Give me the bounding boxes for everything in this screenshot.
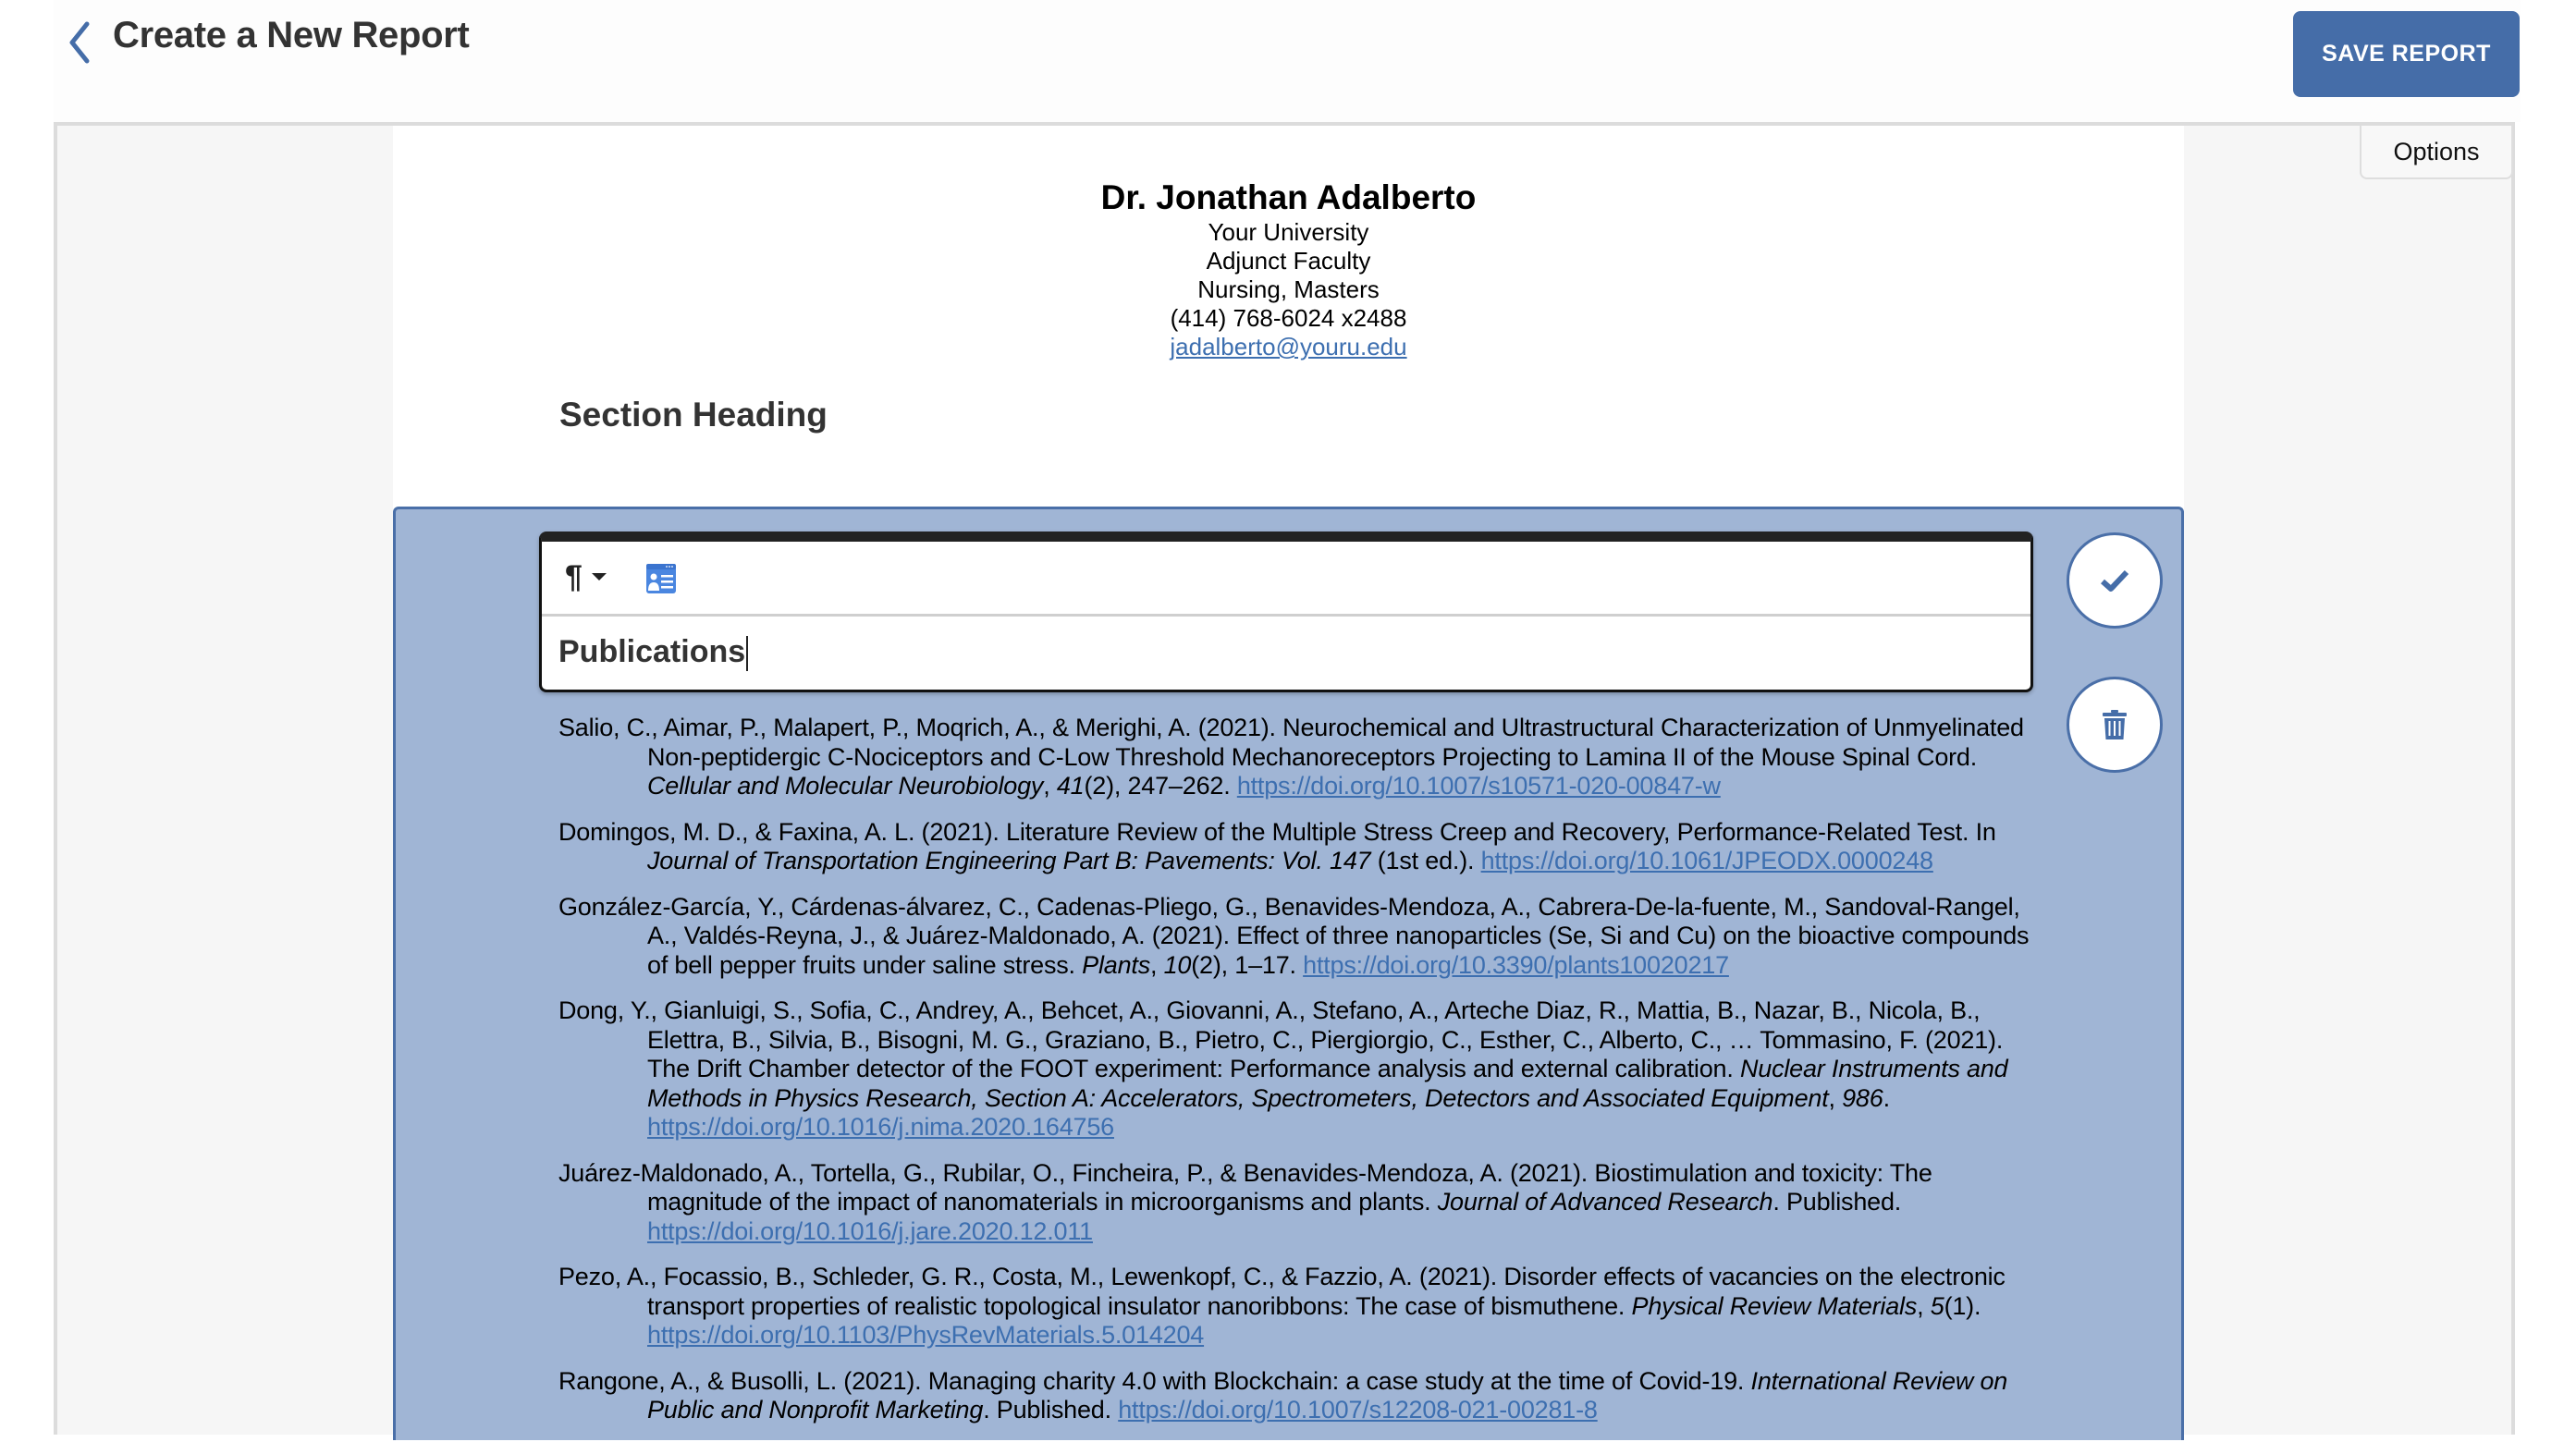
publication-item: Domingos, M. D., & Faxina, A. L. (2021). Literature Review of the Multiple Stress Creep and Recovery, Performance-Related Test. In Journal of Transportation Engineering Part B: Pavements: Vol. 147 (1st ed.). https://doi.org/10.1061/JPEODX.0000248 [558, 817, 1996, 874]
doi-link[interactable]: https://doi.org/10.1103/PhysRevMaterials.5.014204 [647, 1321, 1205, 1349]
heading-text-input[interactable] [558, 634, 748, 671]
publication-item: Juárez-Maldonado, A., Tortella, G., Rubilar, O., Fincheira, P., & Benavides-Mendoza, A. (2021). Biostimulation and toxicity: The magnitude of the impact of nanomaterials in microorganisms and plants. Journal of Advanced Research. Published. https://doi.org/10.1016/j.jare.2020.12.011 [558, 1158, 1932, 1245]
section-heading[interactable]: Section Heading [559, 396, 828, 434]
heading-text-value: Publications [558, 634, 746, 669]
page-title: Create a New Report [113, 15, 470, 55]
caret-down-icon [592, 573, 607, 580]
contact-email-link[interactable]: jadalberto@youru.edu [1170, 333, 1407, 360]
save-report-button[interactable]: SAVE REPORT [2293, 11, 2520, 97]
chevron-left-icon[interactable] [65, 20, 92, 65]
contact-phone: (414) 768-6024 x2488 [1170, 304, 1407, 332]
publication-item: Dong, Y., Gianluigi, S., Sofia, C., Andrey, A., Behcet, A., Giovanni, A., Stefano, A., Arteche Diaz, R., Mattia, B., Nazar, B., Nicola, B., Elettra, B., Silvia, B., Bisogni, M. G., Graziano, B., Pietro, C., Piergiorgio, C., Esther, C., Alberto, C., … Tommasino, F. (2021). The Drift Chamber detector of the FOOT experiment: Performance analysis and external calibration. Nuclear Instruments and Methods in Physics Research, Section A: Accelerators, Spectrometers, Detectors and Associated Equipment, 986. https://doi.org/10.1016/j.nima.2020.164756 [558, 996, 2008, 1141]
contact-institution: Your University [1208, 218, 1369, 246]
editor-toolbar [542, 542, 2030, 617]
text-cursor [746, 636, 748, 671]
doi-link[interactable]: https://doi.org/10.1016/j.nima.2020.164756 [647, 1113, 1114, 1141]
confirm-button[interactable] [2067, 532, 2163, 629]
trash-icon [2103, 710, 2127, 739]
publications-list [558, 714, 2038, 1442]
doi-link[interactable]: https://doi.org/10.1061/JPEODX.0000248 [1480, 847, 1933, 874]
contact-card-icon[interactable] [646, 564, 676, 593]
checkmark-icon [2099, 568, 2130, 593]
publication-item: González-García, Y., Cárdenas-álvarez, C., Cadenas-Pliego, G., Benavides-Mendoza, A., Cabrera-De-la-fuente, M., Sandoval-Rangel, A., Valdés-Reyna, J., & Juárez-Maldonado, A. (2021). Effect of three nanoparticles (Se, Si and Cu) on the bioactive compounds of bell pepper fruits under saline stress. Plants, 10(2), 1–17. https://doi.org/10.3390/plants10020217 [558, 892, 2030, 979]
contact-department: Nursing, Masters [1197, 275, 1380, 303]
delete-button[interactable] [2067, 677, 2163, 773]
paragraph-format-dropdown[interactable] [565, 558, 607, 595]
doi-link[interactable]: https://doi.org/10.1016/j.jare.2020.12.011 [647, 1216, 1093, 1245]
publication-item: Rangone, A., & Busolli, L. (2021). Managing charity 4.0 with Blockchain: a case study at the time of Covid-19. International Review on Public and Nonprofit Marketing. Published. https://doi.org/10.1007/s12208-021-00281-8 [558, 1366, 2008, 1424]
doi-link[interactable]: https://doi.org/10.1007/s12208-021-00281-8 [1118, 1396, 1598, 1424]
options-button[interactable]: Options [2360, 126, 2513, 179]
publication-item: Pezo, A., Focassio, B., Schleder, G. R., Costa, M., Lewenkopf, C., & Fazzio, A. (2021). Disorder effects of vacancies on the electronic transport properties of realistic topological insulator nanoribbons: The case of bismuthene. Physical Review Materials, 5(1). https://doi.org/10.1103/PhysRevMaterials.5.014204 [558, 1263, 2006, 1349]
pilcrow-icon: ¶ [565, 558, 583, 594]
heading-editor [539, 532, 2033, 692]
publication-item: Salio, C., Aimar, P., Malapert, P., Moqrich, A., & Merighi, A. (2021). Neurochemical and Ultrastructural Characterization of Unmyelinated Non-peptidergic C-Nociceptors and C-Low Threshold Mechanoreceptors Projecting to Lamina II of the Mouse Spinal Cord. Cellular and Molecular Neurobiology, 41(2), 247–262. https://doi.org/10.1007/s10571-020-00847-w [558, 714, 2024, 800]
contact-position: Adjunct Faculty [1206, 247, 1371, 275]
doi-link[interactable]: https://doi.org/10.1007/s10571-020-00847-w [1236, 772, 1721, 800]
contact-name: Dr. Jonathan Adalberto [1100, 178, 1477, 216]
contact-header [393, 177, 2184, 361]
doi-link[interactable]: https://doi.org/10.3390/plants10020217 [1303, 950, 1729, 979]
